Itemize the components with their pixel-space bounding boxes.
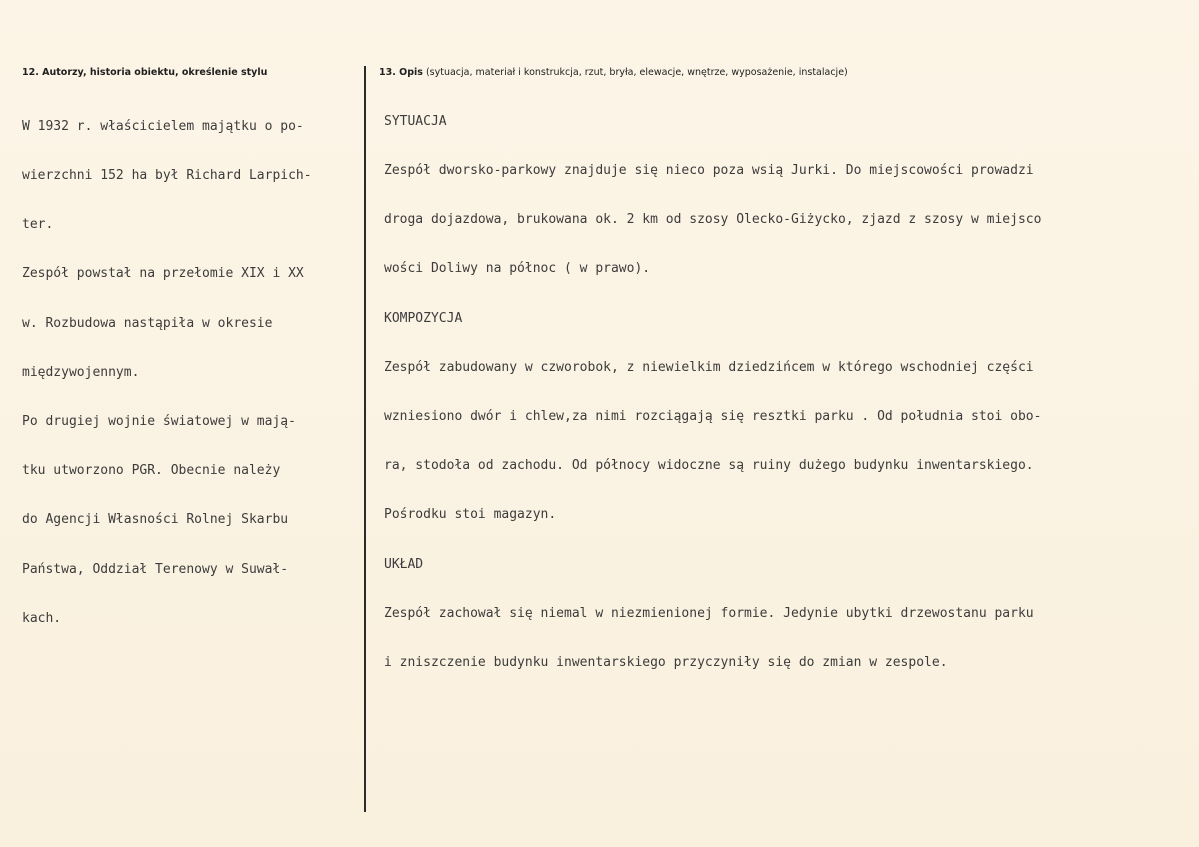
typed-line: w. Rozbudowa nastąpiła w okresie <box>22 315 273 331</box>
typed-line: Państwa, Oddział Terenowy w Suwał- <box>22 561 289 577</box>
typed-line: Zespół zabudowany w czworobok, z niewielkim dziedzińcem w którego wschodniej części <box>384 359 1034 375</box>
typed-line: Zespół powstał na przełomie XIX i XX <box>22 266 304 282</box>
section-13-heading-subtitle: (sytuacja, materiał i konstrukcja, rzut, bryła, elewacje, wnętrze, wyposażenie, instalacje) <box>422 67 848 78</box>
typed-line: ter. <box>22 217 54 233</box>
typed-line: Zespół dworsko-parkowy znajduje się nieco poza wsią Jurki. Do miejscowości prowadzi <box>384 163 1034 179</box>
typed-line: do Agencji Własności Rolnej Skarbu <box>22 512 289 528</box>
typed-line: droga dojazdowa, brukowana ok. 2 km od szosy Olecko-Giżycko, zjazd z szosy w miejsco <box>384 212 1042 228</box>
typed-line: Pośrodku stoi magazyn. <box>384 507 557 523</box>
typed-line: międzywojennym. <box>22 364 140 380</box>
typed-line: Po drugiej wojnie światowej w mają- <box>22 414 296 430</box>
subheading-uklad: UKŁAD <box>384 556 424 572</box>
section-13-heading <box>379 67 848 78</box>
typed-line: wierzchni 152 ha był Richard Larpich- <box>22 168 312 184</box>
typed-line: tku utworzono PGR. Obecnie należy <box>22 463 281 479</box>
column-divider <box>364 66 366 812</box>
typed-line: kach. <box>22 610 62 626</box>
section-13-typed-text <box>384 81 1189 704</box>
section-12-typed-text <box>22 86 362 660</box>
typed-line: wości Doliwy na północ ( w prawo). <box>384 261 651 277</box>
subheading-kompozycja: KOMPOZYCJA <box>384 310 463 326</box>
section-13-heading-number: 13. Opis <box>379 67 423 78</box>
typed-line: i zniszczenie budynku inwentarskiego przyczyniły się do zmian w zespole. <box>384 655 948 671</box>
typed-line: Zespół zachował się niemal w niezmienionej formie. Jedynie ubytki drzewostanu parku <box>384 605 1034 621</box>
typed-line: wzniesiono dwór i chlew,za nimi rozciągają się resztki parku . Od południa stoi obo- <box>384 409 1042 425</box>
typed-line: ra, stodoła od zachodu. Od północy widoczne są ruiny dużego budynku inwentarskiego. <box>384 458 1034 474</box>
subheading-sytuacja: SYTUACJA <box>384 113 447 129</box>
section-12-heading <box>22 67 267 78</box>
typed-line: W 1932 r. właścicielem majątku o po- <box>22 118 304 134</box>
section-12-heading-text: 12. Autorzy, historia obiektu, określenie stylu <box>22 67 268 78</box>
